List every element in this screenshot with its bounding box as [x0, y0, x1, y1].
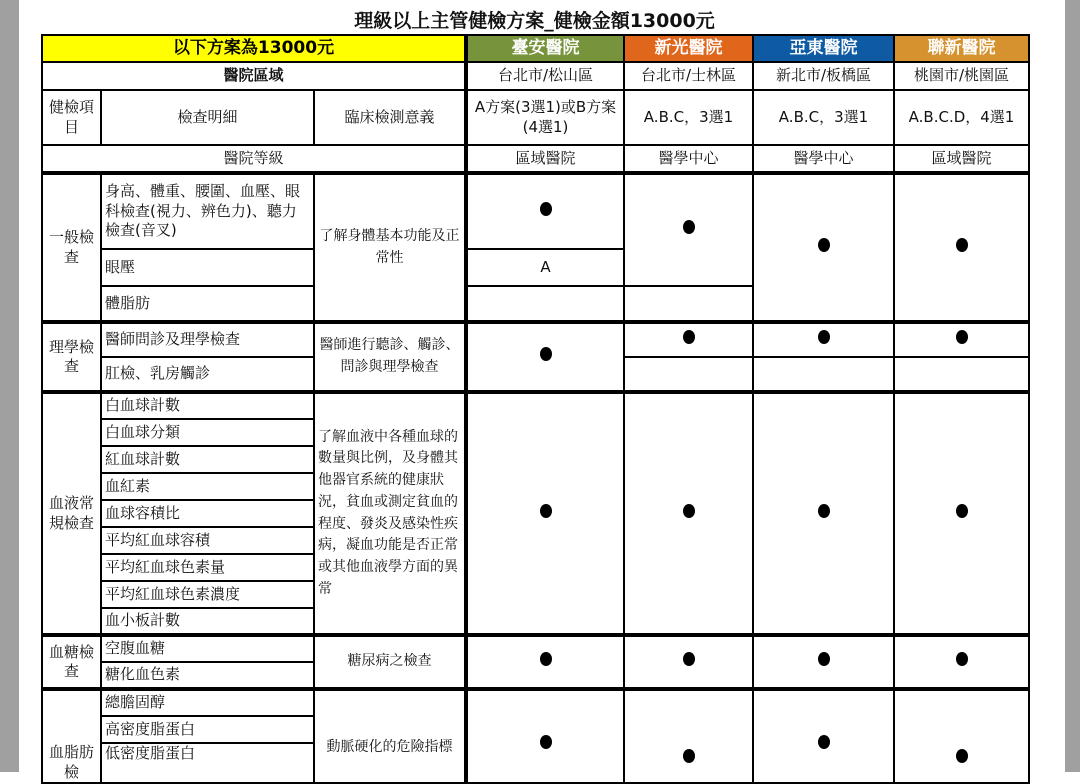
detail-item: 身高、體重、腰圍、血壓、眼科檢查(視力、辨色力)、聽力檢查(音叉) — [101, 173, 314, 249]
checkup-table — [41, 34, 1030, 784]
detail-item: 血小板計數 — [101, 608, 314, 635]
included-dot-icon — [683, 749, 695, 763]
empty-cell — [753, 357, 894, 392]
included-cell — [624, 322, 753, 357]
level-value: 區域醫院 — [894, 145, 1029, 173]
empty-cell — [624, 286, 753, 322]
included-dot-icon — [956, 749, 968, 763]
item-header: 健檢項目 — [42, 90, 101, 145]
detail-item: 空腹血糖 — [101, 635, 314, 662]
detail-item: 肛檢、乳房觸診 — [101, 357, 314, 392]
detail-item: 平均紅血球色素量 — [101, 554, 314, 581]
included-cell — [894, 689, 1029, 783]
included-cell — [624, 689, 753, 783]
detail-header: 檢查明細 — [101, 90, 314, 145]
level-value: 區域醫院 — [466, 145, 624, 173]
empty-cell — [894, 357, 1029, 392]
region-label: 醫院區域 — [42, 62, 466, 90]
section-lipid: 血脂肪檢 — [42, 689, 101, 783]
detail-item: 眼壓 — [101, 249, 314, 286]
hospital-shinkong: 新光醫院 — [624, 35, 753, 62]
included-dot-icon — [683, 220, 695, 234]
meaning-cell: 了解血液中各種血球的數量與比例，及身體其他器官系統的健康狀況，貧血或測定貧血的程度、發炎及感染性疾病，凝血功能是否正常或其他血液學方面的異常 — [314, 392, 466, 635]
level-value: 醫學中心 — [753, 145, 894, 173]
detail-item: 平均紅血球容積 — [101, 527, 314, 554]
hospital-landseed: 聯新醫院 — [894, 35, 1029, 62]
detail-item: 糖化血色素 — [101, 662, 314, 689]
included-cell — [753, 322, 894, 357]
included-cell — [753, 635, 894, 689]
included-cell — [466, 322, 624, 392]
empty-cell — [624, 357, 753, 392]
included-dot-icon — [540, 202, 552, 216]
included-dot-icon — [818, 330, 830, 344]
included-dot-icon — [540, 504, 552, 518]
detail-item: 白血球分類 — [101, 419, 314, 446]
included-dot-icon — [956, 652, 968, 666]
included-cell — [894, 635, 1029, 689]
included-cell — [624, 392, 753, 635]
section-general: 一般檢查 — [42, 173, 101, 322]
region-value: 新北市/板橋區 — [753, 62, 894, 90]
section-blood: 血液常規檢查 — [42, 392, 101, 635]
level-label: 醫院等級 — [42, 145, 466, 173]
included-dot-icon — [818, 238, 830, 252]
included-cell — [466, 173, 624, 249]
included-cell — [624, 635, 753, 689]
included-cell — [894, 392, 1029, 635]
detail-item: 低密度脂蛋白 — [101, 743, 314, 783]
included-dot-icon — [540, 347, 552, 361]
empty-cell — [466, 286, 624, 322]
included-dot-icon — [956, 330, 968, 344]
included-cell — [894, 173, 1029, 322]
meaning-cell: 了解身體基本功能及正常性 — [314, 173, 466, 322]
included-dot-icon — [818, 735, 830, 749]
meaning-header: 臨床檢測意義 — [314, 90, 466, 145]
detail-item: 醫師問診及理學檢查 — [101, 322, 314, 357]
included-dot-icon — [683, 504, 695, 518]
included-cell — [753, 689, 894, 783]
included-dot-icon — [683, 652, 695, 666]
plan-value: A.B.C，3選1 — [624, 90, 753, 145]
included-dot-icon — [540, 652, 552, 666]
option-cell: A — [466, 249, 624, 286]
included-cell — [466, 689, 624, 783]
detail-item: 平均紅血球色素濃度 — [101, 581, 314, 608]
meaning-cell: 糖尿病之檢查 — [314, 635, 466, 689]
included-dot-icon — [956, 504, 968, 518]
region-value: 台北市/松山區 — [466, 62, 624, 90]
detail-item: 紅血球計數 — [101, 446, 314, 473]
included-dot-icon — [818, 504, 830, 518]
detail-item: 血球容積比 — [101, 500, 314, 527]
plan-value: A.B.C，3選1 — [753, 90, 894, 145]
detail-item: 血紅素 — [101, 473, 314, 500]
level-value: 醫學中心 — [624, 145, 753, 173]
left-margin — [0, 0, 19, 772]
included-cell — [894, 322, 1029, 357]
included-dot-icon — [818, 652, 830, 666]
detail-item: 白血球計數 — [101, 392, 314, 419]
page-title: 理級以上主管健檢方案_健檢金額13000元 — [354, 10, 715, 32]
meaning-cell: 動脈硬化的危險指標 — [314, 689, 466, 783]
region-value: 桃園市/桃園區 — [894, 62, 1029, 90]
section-physical: 理學檢查 — [42, 322, 101, 392]
price-banner: 以下方案為13000元 — [42, 35, 466, 62]
included-cell — [624, 173, 753, 286]
section-sugar: 血糖檢查 — [42, 635, 101, 689]
region-value: 台北市/士林區 — [624, 62, 753, 90]
included-dot-icon — [956, 238, 968, 252]
plan-value: A方案(3選1)或B方案(4選1) — [466, 90, 624, 145]
detail-item: 總膽固醇 — [101, 689, 314, 716]
included-cell — [753, 173, 894, 322]
included-dot-icon — [683, 330, 695, 344]
included-cell — [466, 635, 624, 689]
included-dot-icon — [540, 735, 552, 749]
included-cell — [466, 392, 624, 635]
right-margin — [1065, 0, 1080, 772]
detail-item: 高密度脂蛋白 — [101, 716, 314, 743]
plan-value: A.B.C.D，4選1 — [894, 90, 1029, 145]
detail-item: 體脂肪 — [101, 286, 314, 322]
hospital-fareast: 亞東醫院 — [753, 35, 894, 62]
meaning-cell: 醫師進行聽診、觸診、問診與理學檢查 — [314, 322, 466, 392]
included-cell — [753, 392, 894, 635]
hospital-taian: 臺安醫院 — [466, 35, 624, 62]
